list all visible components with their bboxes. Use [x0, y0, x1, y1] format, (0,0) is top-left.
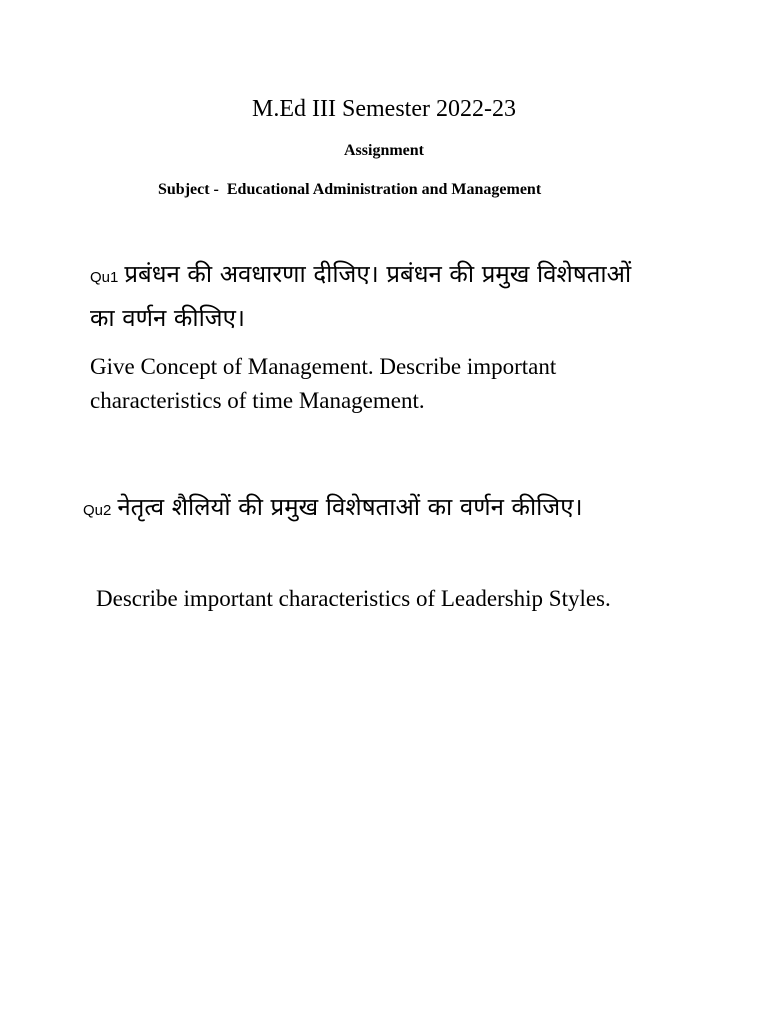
question-1-number: Qu1 — [90, 269, 119, 286]
subject-line: Subject - Educational Administration and Management — [158, 181, 542, 198]
question-2-hindi-text: नेतृत्व शैलियों की प्रमुख विशेषताओं का वर्णन कीजिए। — [117, 493, 583, 521]
question-2-hindi — [83, 487, 643, 531]
question-2-number: Qu2 — [83, 502, 112, 519]
page-title: M.Ed III Semester 2022-23 — [252, 96, 516, 122]
question-1-hindi — [90, 254, 650, 338]
question-1-english: Give Concept of Management. Describe important characteristics of time Management. — [90, 354, 557, 413]
question-1-hindi-text: प्रबंधन की अवधारणा दीजिए। प्रबंधन की प्रमुख विशेषताओं का वर्णन कीजिए। — [90, 260, 632, 332]
question-2-english: Describe important characteristics of Leadership Styles. — [96, 586, 611, 611]
assignment-heading: Assignment — [343, 142, 424, 159]
